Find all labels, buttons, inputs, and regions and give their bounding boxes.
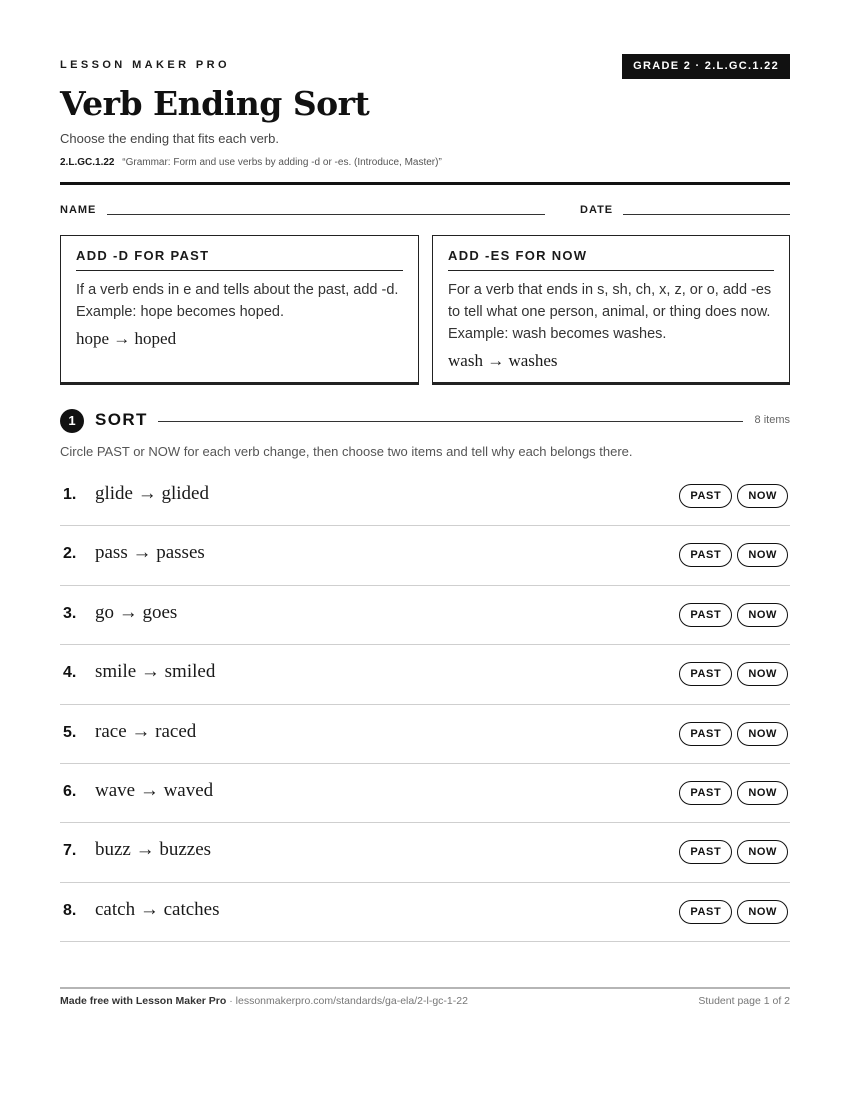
list-item [60,764,790,823]
choice-group [674,840,788,864]
choice-group [674,543,788,567]
rule-body: For a verb that ends in s, sh, ch, x, z, or o, add -es to tell what one person, animal, or thing does now. Example: wash becomes washes. [448,282,772,342]
list-item [60,823,790,882]
grade-badge: GRADE 2 · 2.L.GC.1.22 [622,54,790,79]
list-item [60,645,790,704]
item-count: 8 items [754,414,790,426]
now-choice-button[interactable]: NOW [737,543,788,567]
item-number: 2. [63,545,77,563]
date-label: DATE [580,204,614,216]
item-number: 6. [63,782,77,800]
now-choice-button[interactable]: NOW [737,840,788,864]
rule-example: hope → hoped [76,329,177,348]
item-verb-change: glide → glided [95,483,209,504]
past-choice-button[interactable]: PAST [679,603,732,627]
item-number: 3. [63,604,77,622]
list-item [60,883,790,942]
footer-url[interactable]: · lessonmakerpro.com/standards/ga-ela/2-l-gc-1-22 [226,995,468,1007]
choice-group [674,900,788,924]
list-item [60,467,790,526]
rule-body: If a verb ends in e and tells about the past, add -d. Example: hope becomes hoped. [76,282,399,320]
item-verb-change: smile → smiled [95,661,216,683]
name-field[interactable] [107,214,545,215]
footer-page-number: Student page 1 of 2 [698,995,790,1007]
standard-line [60,157,442,168]
past-choice-button[interactable]: PAST [679,722,732,746]
section-heading [60,408,790,434]
footer-divider [60,987,790,989]
page-subtitle: Choose the ending that fits each verb. [60,131,279,146]
header-divider [60,182,790,185]
item-verb-change: buzz → buzzes [95,839,212,861]
choice-group [674,781,788,805]
now-choice-button[interactable]: NOW [737,900,788,924]
item-verb-change: go → goes [95,601,178,623]
header-bar [60,54,790,80]
list-item [60,586,790,645]
item-verb-change: pass → passes [95,542,205,564]
item-verb-change: race → raced [95,720,197,742]
item-number: 7. [63,842,77,860]
section-instructions: Circle PAST or NOW for each verb change, then choose two items and tell why each belongs there. [60,444,633,459]
rule-box-past [60,235,419,385]
item-verb-change: wave → waved [95,779,214,801]
page-title: Verb Ending Sort [60,84,370,123]
item-number: 1. [63,486,77,503]
item-verb-change: catch → catches [95,898,220,920]
brand-name: LESSON MAKER PRO [60,59,230,71]
past-choice-button[interactable]: PAST [679,484,732,508]
footer-made-with: Made free with Lesson Maker Pro [60,995,227,1007]
section-rule [158,421,743,422]
section-number-badge: 1 [60,409,84,433]
item-number: 5. [63,723,77,741]
item-number: 8. [63,901,77,919]
now-choice-button[interactable]: NOW [737,484,788,508]
now-choice-button[interactable]: NOW [737,603,788,627]
footer-credit [60,995,468,1007]
now-choice-button[interactable]: NOW [737,722,788,746]
rule-example: wash → washes [448,351,558,370]
past-choice-button[interactable]: PAST [679,543,732,567]
past-choice-button[interactable]: PAST [679,840,732,864]
date-field[interactable] [623,214,790,215]
choice-group [674,484,788,508]
rule-heading: ADD -ES FOR NOW [448,248,774,271]
rule-box-now [432,235,790,385]
choice-group [674,603,788,627]
standard-description: “Grammar: Form and use verbs by adding -d or -es. (Introduce, Master)” [122,157,442,168]
standard-code: 2.L.GC.1.22 [60,157,115,168]
section-title: SORT [95,410,148,429]
choice-group [674,722,788,746]
past-choice-button[interactable]: PAST [679,781,732,805]
name-label: NAME [60,204,97,216]
list-item [60,705,790,764]
item-number: 4. [63,664,77,682]
list-item [60,526,790,585]
item-list [60,467,790,942]
choice-group [674,662,788,686]
rule-heading: ADD -D FOR PAST [76,248,403,271]
now-choice-button[interactable]: NOW [737,662,788,686]
now-choice-button[interactable]: NOW [737,781,788,805]
past-choice-button[interactable]: PAST [679,662,732,686]
past-choice-button[interactable]: PAST [679,900,732,924]
